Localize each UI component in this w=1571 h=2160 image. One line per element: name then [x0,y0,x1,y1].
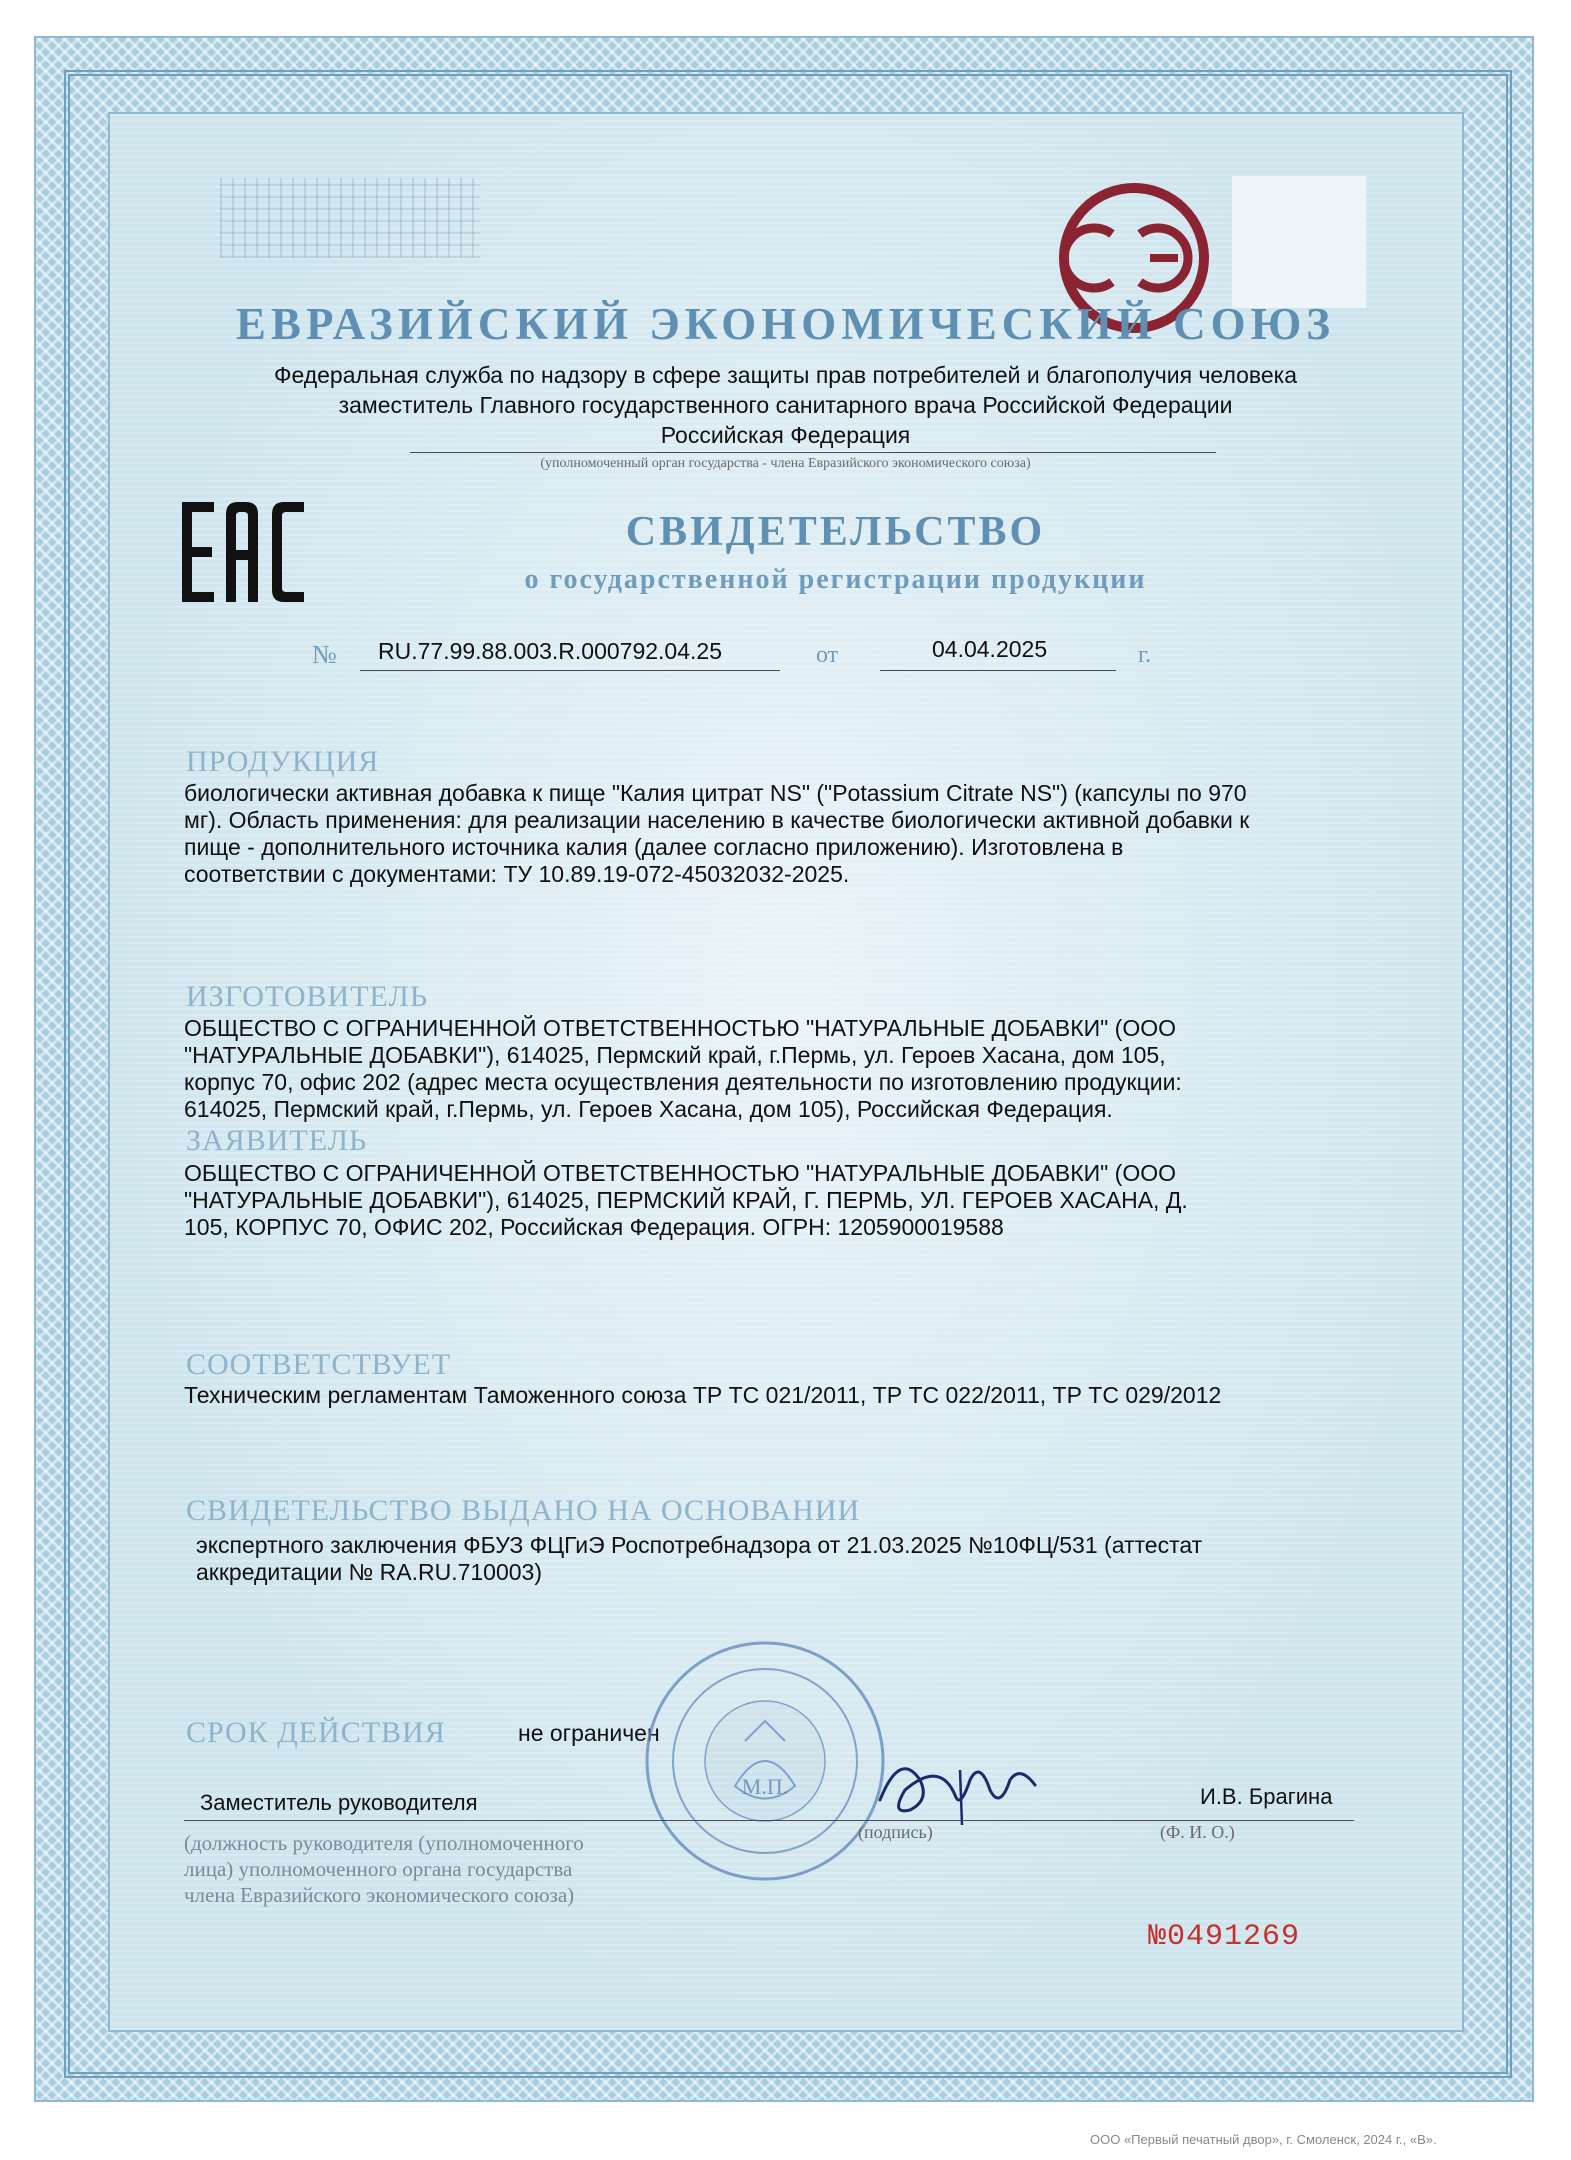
product-line: мг). Область применения: для реализации населению в качестве биологически активной добавки к [184,807,1250,833]
agency-line: Федеральная служба по надзору в сфере защиты прав потребителей и благополучия человека [273,362,1298,388]
validity-heading: СРОК ДЕЙСТВИЯ [186,1716,446,1749]
date-rule [880,670,1116,671]
product-line: пище - дополнительного источника калия (далее согласно приложению). Изготовлена в [184,834,1124,860]
product-body [184,780,1380,888]
product-heading: ПРОДУКЦИЯ [186,745,380,778]
applicant-line: "НАТУРАЛЬНЫЕ ДОБАВКИ"), 614025, ПЕРМСКИЙ КРАЙ, Г. ПЕРМЬ, УЛ. ГЕРОЕВ ХАСАНА, Д. [184,1187,1188,1213]
position-caption-line: члена Евразийского экономического союза) [184,1883,575,1907]
product-line: биологически активная добавка к пище "Калия цитрат NS" ("Potassium Citrate NS") (капсулы по 970 [184,780,1247,806]
position-caption [184,1830,724,1908]
signature-rule [184,1820,1354,1821]
seal-mark: М.П. [741,1774,789,1799]
certificate-title: СВИДЕТЕЛЬСТВО [625,509,1046,555]
applicant-heading: ЗАЯВИТЕЛЬ [186,1124,368,1157]
certificate-number: RU.77.99.88.003.R.000792.04.25 [378,638,722,664]
validity-value: не ограничен [518,1720,660,1746]
position-caption-line: (должность руководителя (уполномоченного [184,1831,584,1855]
signatory-position: Заместитель руководителя [200,1790,478,1815]
conforms-line: Техническим регламентам Таможенного союза ТР ТС 021/2011, ТР ТС 022/2011, ТР ТС 029/2012 [184,1382,1222,1408]
applicant-line: 105, КОРПУС 70, ОФИС 202, Российская Федерация. ОГРН: 1205900019588 [184,1214,1004,1240]
manufacturer-line: корпус 70, офис 202 (адрес места осуществления деятельности по изготовлению продукции: [184,1069,1182,1095]
certificate-subtitle: о государственной регистрации продукции [524,564,1147,595]
agency-line: Российская Федерация [660,422,911,448]
basis-line: аккредитации № RA.RU.710003) [196,1559,543,1585]
printer-imprint: ООО «Первый печатный двор», г. Смоленск, 2024 г., «В». [1090,2132,1437,2147]
signatory-name: И.В. Брагина [1200,1784,1333,1809]
basis-line: экспертного заключения ФБУЗ ФЦГиЭ Роспотребнадзора от 21.03.2025 №10ФЦ/531 (аттестат [196,1532,1203,1558]
basis-heading: СВИДЕТЕЛЬСТВО ВЫДАНО НА ОСНОВАНИИ [186,1494,861,1527]
signature-icon [860,1740,1060,1830]
manufacturer-line: 614025, Пермский край, г.Пермь, ул. Героев Хасана, дом 105), Российская Федерация. [184,1096,1113,1122]
year-word: г. [1138,642,1152,668]
eac-mark-icon [182,502,312,602]
certificate-date: 04.04.2025 [932,636,1048,662]
agency-rule [410,452,1216,453]
position-caption-line: лица) уполномоченного органа государства [184,1857,573,1881]
conforms-heading: СООТВЕТСТВУЕТ [186,1348,452,1381]
signature-caption: (подпись) [858,1822,933,1842]
manufacturer-body [184,1015,1380,1123]
serial-number: №0491269 [1148,1920,1301,1954]
product-line: соответствии с документами: ТУ 10.89.19-072-45032032-2025. [184,861,850,887]
number-rule [360,670,780,671]
basis-body [196,1532,1392,1586]
conforms-body [184,1382,1380,1409]
union-title: ЕВРАЗИЙСКИЙ ЭКОНОМИЧЕСКИЙ СОЮЗ [235,299,1336,349]
agency-caption: (уполномоченный орган государства - члена Евразийского экономического союза) [540,456,1031,471]
number-sign: № [312,640,337,669]
manufacturer-heading: ИЗГОТОВИТЕЛЬ [186,980,429,1013]
applicant-body [184,1160,1380,1241]
manufacturer-line: "НАТУРАЛЬНЫЕ ДОБАВКИ"), 614025, Пермский край, г.Пермь, ул. Героев Хасана, дом 105, [184,1042,1166,1068]
manufacturer-line: ОБЩЕСТВО С ОГРАНИЧЕННОЙ ОТВЕТСТВЕННОСТЬЮ "НАТУРАЛЬНЫЕ ДОБАВКИ" (ООО [184,1015,1177,1041]
issuing-agency [150,360,1421,450]
applicant-line: ОБЩЕСТВО С ОГРАНИЧЕННОЙ ОТВЕТСТВЕННОСТЬЮ "НАТУРАЛЬНЫЕ ДОБАВКИ" (ООО [184,1160,1177,1186]
fio-caption: (Ф. И. О.) [1160,1822,1235,1842]
agency-line: заместитель Главного государственного санитарного врача Российской Федерации [338,392,1233,418]
blank-patch [1232,176,1366,308]
security-pattern [220,178,480,258]
from-word: от [816,642,839,668]
